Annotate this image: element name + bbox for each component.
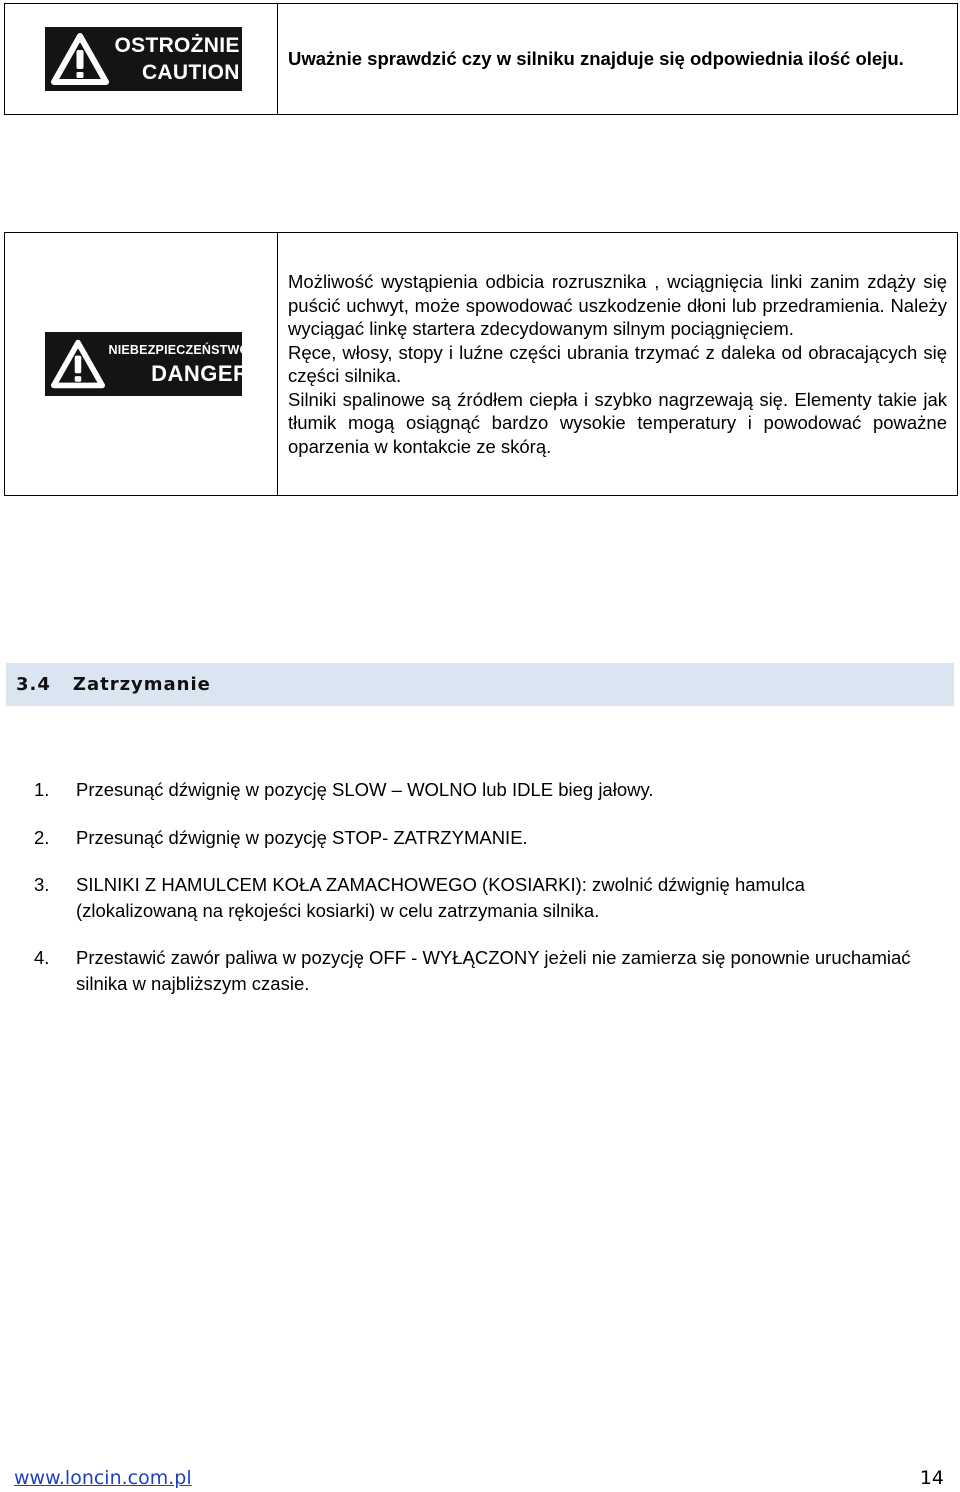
section-heading [6, 663, 954, 706]
step-number: 1. [34, 779, 50, 800]
footer-website-link[interactable]: www.loncin.com.pl [14, 1467, 192, 1489]
caution-icon-cell [5, 4, 278, 114]
caution-text-cell [278, 4, 957, 114]
step-text: Przestawić zawór paliwa w pozycję OFF - WYŁĄCZONY jeżeli nie zamierza się ponownie uruchamiać silnika w najbliższym czasie. [76, 947, 911, 994]
warning-triangle-icon [51, 32, 109, 86]
danger-text-cell [278, 233, 957, 495]
danger-badge-label-en: DANGER [151, 361, 250, 386]
danger-paragraph: Silniki spalinowe są źródłem ciepła i szybko nagrzewają się. Elementy takie jak tłumik mogą osiągnąć bardzo wysokie temperatury i powodować poważne oparzenia w kontakcie ze skórą. [288, 388, 947, 457]
list-item [34, 945, 914, 997]
caution-badge [45, 27, 242, 91]
caution-notice [4, 3, 958, 115]
step-text: Przesunąć dźwignię w pozycję STOP- ZATRZYMANIE. [76, 827, 528, 848]
page-number: 14 [919, 1467, 944, 1489]
section-title: Zatrzymanie [72, 674, 211, 695]
danger-paragraph: Możliwość wystąpienia odbicia rozrusznika , wciągnięcia linki zanim zdąży się puścić uchwyt, może spowodować uszkodzenie dłoni lub przedramienia. Należy wyciągać linkę startera zdecydowanym silnym pociągnięciem. [288, 271, 947, 339]
step-number: 3. [34, 874, 50, 895]
danger-badge-label-pl: NIEBEZPIECZEŃSTWO [108, 343, 250, 357]
step-text: Przesunąć dźwignię w pozycję SLOW – WOLNO lub IDLE bieg jałowy. [76, 779, 654, 800]
caution-badge-label-pl: OSTROŻNIE [114, 34, 240, 57]
list-item [34, 777, 914, 803]
step-number: 2. [34, 827, 50, 848]
warning-triangle-icon [51, 338, 105, 390]
list-item [34, 872, 914, 924]
step-text: SILNIKI Z HAMULCEM KOŁA ZAMACHOWEGO (KOSIARKI): zwolnić dźwignię hamulca (zlokalizowaną na rękojeści kosiarki) w celu zatrzymania silnika. [76, 874, 805, 921]
list-item [34, 825, 914, 851]
danger-paragraph: Ręce, włosy, stopy i luźne części ubrania trzymać z daleka od obracających się części silnika. [288, 341, 947, 386]
caution-badge-label-en: CAUTION [141, 61, 240, 84]
danger-badge [45, 332, 250, 396]
step-number: 4. [34, 947, 50, 968]
steps-list [34, 777, 914, 997]
caution-text: Uważnie sprawdzić czy w silniku znajduje się odpowiednia ilość oleju. [288, 48, 904, 70]
danger-notice [4, 232, 958, 496]
danger-icon-cell [5, 233, 278, 495]
section-number: 3.4 [16, 674, 51, 695]
